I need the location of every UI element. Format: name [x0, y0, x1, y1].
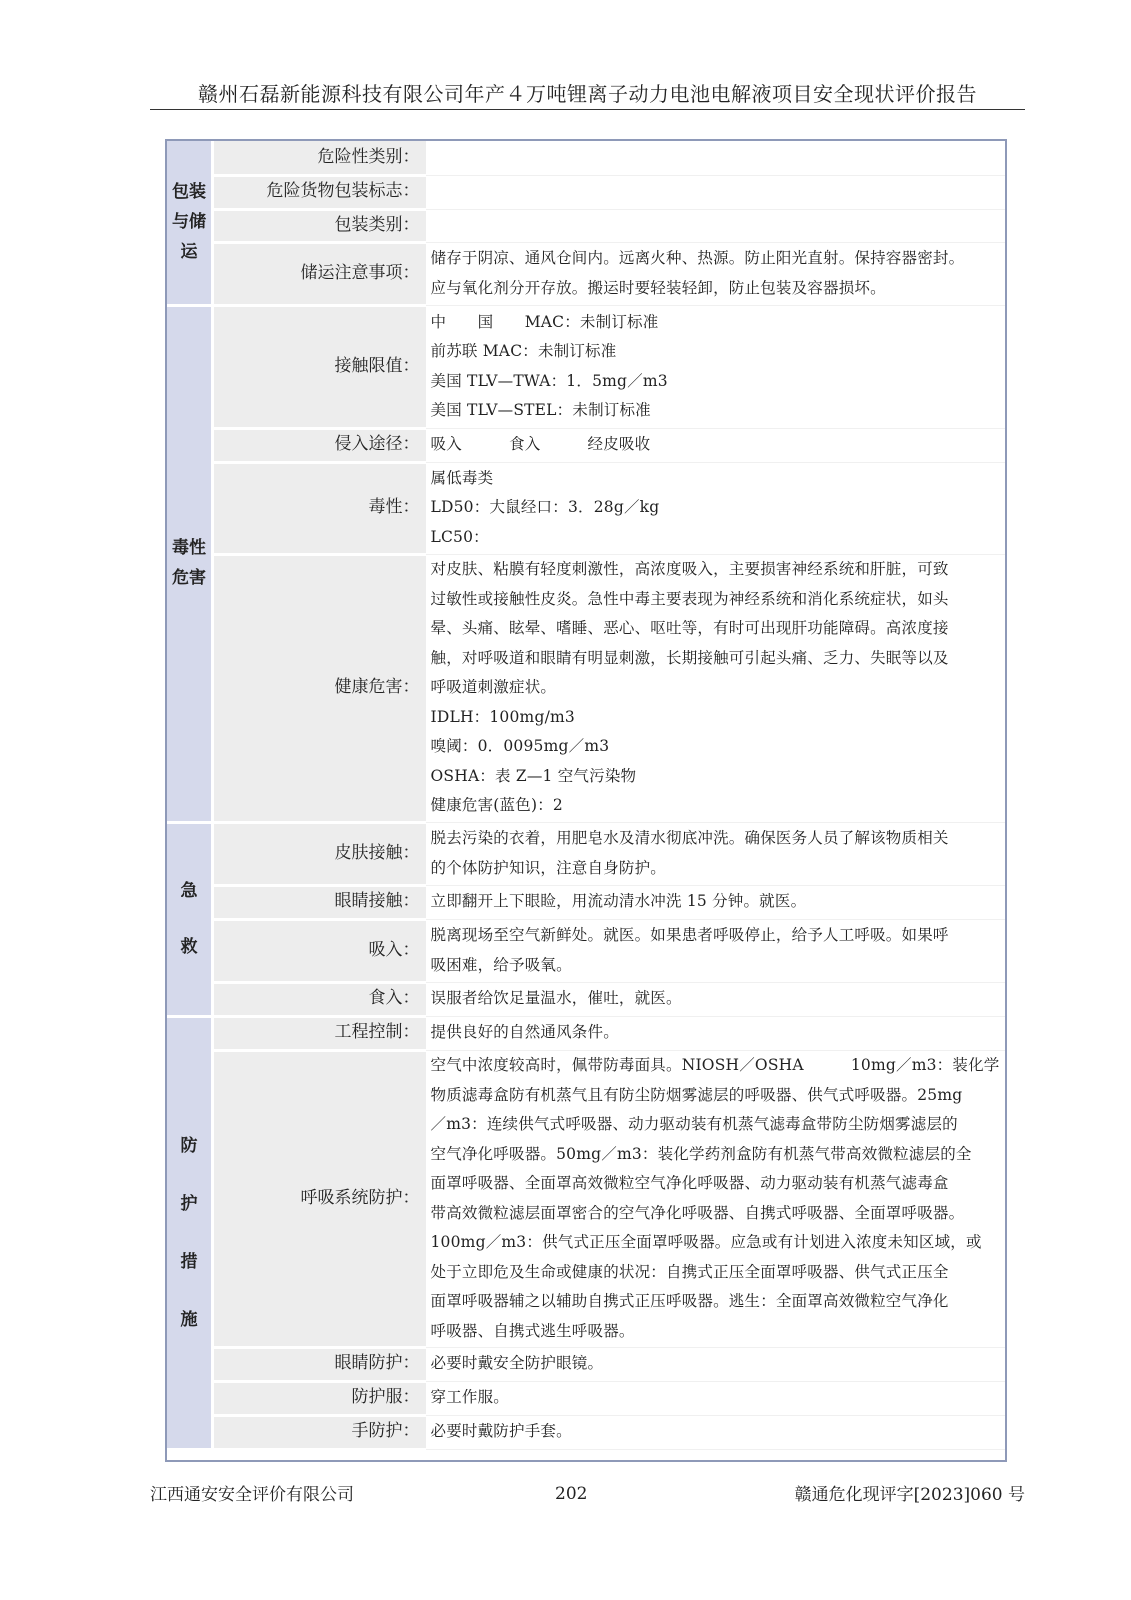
value-line: 美国 TLV—TWA：1．5mg／m3	[430, 371, 668, 390]
value-line: 晕、头痛、眩晕、嗜睡、恶心、呕吐等，有时可出现肝功能障碍。高浓度接	[430, 619, 949, 638]
value-line: OSHA：表 Z—1 空气污染物	[430, 766, 637, 785]
value-line: 吸困难，给予吸氧。	[430, 955, 572, 974]
row-label: 眼睛防护：	[213, 1347, 426, 1381]
header-rule	[150, 109, 1025, 110]
value-line: 空气中浓度较高时，佩带防毒面具。NIOSH／OSHA 10mg／m3：装化学	[430, 1056, 1000, 1074]
row-label: 防护服：	[213, 1381, 426, 1415]
value-line: 属低毒类	[430, 468, 494, 487]
value-line: 应与氧化剂分开存放。搬运时要轻装轻卸，防止包装及容器损坏。	[430, 278, 886, 297]
page-header-title: 赣州石磊新能源科技有限公司年产４万吨锂离子动力电池电解液项目安全现状评价报告	[198, 82, 977, 106]
row-label: 工程控制：	[213, 1016, 426, 1050]
row-label: 手防护：	[213, 1415, 426, 1449]
category-line: 防	[180, 1135, 198, 1156]
category-toxicity	[167, 305, 213, 822]
row-value	[426, 1347, 1006, 1381]
row-value	[426, 141, 1006, 175]
value-line: 面罩呼吸器、全面罩高效微粒空气净化呼吸器、动力驱动装有机蒸气滤毒盒	[430, 1174, 949, 1192]
value-line: 带高效微粒滤层面罩密合的空气净化呼吸器、自携式呼吸器、全面罩呼吸器。	[430, 1203, 965, 1222]
category-line: 与储	[172, 212, 206, 232]
category-line: 护	[180, 1193, 198, 1214]
value-line: 的个体防护知识，注意自身防护。	[430, 858, 667, 877]
value-line: 脱去污染的衣着，用肥皂水及清水彻底冲洗。确保医务人员了解该物质相关	[430, 829, 949, 847]
value-line: 100mg／m3：供气式正压全面罩呼吸器。应急或有计划进入浓度未知区域，或	[430, 1233, 982, 1251]
row-label: 接触限值：	[213, 305, 426, 428]
footer-company: 江西通安安全评价有限公司	[150, 1485, 354, 1505]
value-line: 立即翻开上下眼睑，用流动清水冲洗 15 分钟。就医。	[430, 892, 807, 911]
value-line: 嗅阈：0．0095mg／m3	[430, 737, 610, 756]
row-label: 毒性：	[213, 462, 426, 554]
category-line: 救	[180, 937, 198, 957]
category-packaging	[167, 141, 213, 305]
row-value	[426, 1381, 1006, 1415]
row-value	[426, 305, 1006, 428]
table-row	[167, 428, 1005, 462]
row-label: 危险性类别：	[213, 141, 426, 175]
value-line: 脱离现场至空气新鲜处。就医。如果患者呼吸停止，给予人工呼吸。如果呼	[430, 926, 949, 944]
row-value	[426, 1415, 1006, 1449]
value-line: 储存于阴凉、通风仓间内。远离火种、热源。防止阳光直射。保持容器密封。	[430, 249, 965, 267]
row-value	[426, 1050, 1006, 1347]
value-line: 美国 TLV—STEL：未制订标准	[430, 401, 651, 419]
value-line: 对皮肤、粘膜有轻度刺激性，高浓度吸入，主要损害神经系统和肝脏，可致	[430, 560, 949, 579]
value-line: LD50：大鼠经口：3．28g／kg	[430, 498, 660, 517]
row-label: 食入：	[213, 982, 426, 1016]
category-line: 包装	[172, 182, 206, 202]
value-line: 提供良好的自然通风条件。	[430, 1023, 619, 1042]
value-line: LC50：	[430, 527, 489, 546]
category-protection	[167, 1016, 213, 1449]
value-line: 处于立即危及生命或健康的状况：自携式正压全面罩呼吸器、供气式正压全	[430, 1262, 949, 1281]
value-line: 空气净化呼吸器。50mg／m3：装化学药剂盒防有机蒸气带高效微粒滤层的全	[430, 1144, 972, 1163]
row-value	[426, 885, 1006, 919]
table-row	[167, 919, 1005, 982]
value-line: 呼吸器、自携式逃生呼吸器。	[430, 1321, 635, 1340]
value-line: ／m3：连续供气式呼吸器、动力驱动装有机蒸气滤毒盒带防尘防烟雾滤层的	[430, 1115, 958, 1133]
table-row	[167, 209, 1005, 242]
table-row	[167, 305, 1005, 428]
value-line: 面罩呼吸器辅之以辅助自携式正压呼吸器。逃生：全面罩高效微粒空气净化	[430, 1292, 949, 1310]
table-row	[167, 242, 1005, 305]
table-row	[167, 982, 1005, 1016]
category-line: 措	[180, 1251, 198, 1272]
row-value	[426, 1016, 1006, 1050]
row-value	[426, 209, 1006, 242]
page-number: 202	[555, 1484, 588, 1504]
row-label: 危险货物包装标志：	[213, 175, 426, 209]
row-value	[426, 242, 1006, 305]
row-value	[426, 175, 1006, 209]
value-line: 物质滤毒盒防有机蒸气且有防尘防烟雾滤层的呼吸器、供气式呼吸器。25mg	[430, 1085, 963, 1104]
row-value	[426, 428, 1006, 462]
table-row	[167, 462, 1005, 554]
category-line: 急	[180, 881, 198, 901]
msds-sheet	[165, 139, 1007, 1462]
table-row	[167, 1381, 1005, 1415]
category-line: 施	[180, 1309, 198, 1330]
value-line: 中 国 MAC：未制订标准	[430, 312, 659, 331]
row-label: 呼吸系统防护：	[213, 1050, 426, 1347]
category-line: 危害	[172, 568, 206, 589]
row-label: 眼睛接触：	[213, 885, 426, 919]
value-line: 过敏性或接触性皮炎。急性中毒主要表现为神经系统和消化系统症状，如头	[430, 589, 949, 608]
row-label: 健康危害：	[213, 554, 426, 822]
row-value	[426, 982, 1006, 1016]
row-label: 侵入途径：	[213, 428, 426, 462]
msds-table	[167, 141, 1005, 1451]
table-row	[167, 885, 1005, 919]
table-row	[167, 1016, 1005, 1050]
value-line: 前苏联 MAC：未制订标准	[430, 342, 617, 360]
row-value	[426, 462, 1006, 554]
table-row	[167, 175, 1005, 209]
table-row	[167, 554, 1005, 822]
category-line: 运	[180, 242, 198, 262]
category-line: 毒性	[172, 538, 206, 559]
page-footer	[150, 1480, 1025, 1510]
value-line: 穿工作服。	[430, 1388, 510, 1407]
row-label: 皮肤接触：	[213, 822, 426, 885]
value-line: 必要时戴防护手套。	[430, 1422, 572, 1441]
row-label: 包装类别：	[213, 209, 426, 242]
value-line: 健康危害(蓝色)：2	[430, 796, 563, 815]
report-number: 赣通危化现评字[2023]060 号	[794, 1485, 1025, 1505]
row-label: 储运注意事项：	[213, 242, 426, 305]
value-line: 吸入 食入 经皮吸收	[430, 435, 651, 454]
value-line: 呼吸道刺激症状。	[430, 678, 557, 697]
row-value	[426, 822, 1006, 885]
table-row	[167, 1050, 1005, 1347]
value-line: 必要时戴安全防护眼镜。	[430, 1354, 604, 1373]
value-line: 误服者给饮足量温水，催吐，就医。	[430, 989, 682, 1008]
value-line: 触，对呼吸道和眼睛有明显刺激，长期接触可引起头痛、乏力、失眠等以及	[430, 648, 949, 667]
value-line: IDLH：100mg/m3	[430, 707, 575, 726]
table-row	[167, 822, 1005, 885]
row-value	[426, 554, 1006, 822]
row-value	[426, 919, 1006, 982]
row-label: 吸入：	[213, 919, 426, 982]
category-first-aid	[167, 822, 213, 1016]
table-row	[167, 141, 1005, 175]
table-row	[167, 1347, 1005, 1381]
table-row	[167, 1415, 1005, 1449]
